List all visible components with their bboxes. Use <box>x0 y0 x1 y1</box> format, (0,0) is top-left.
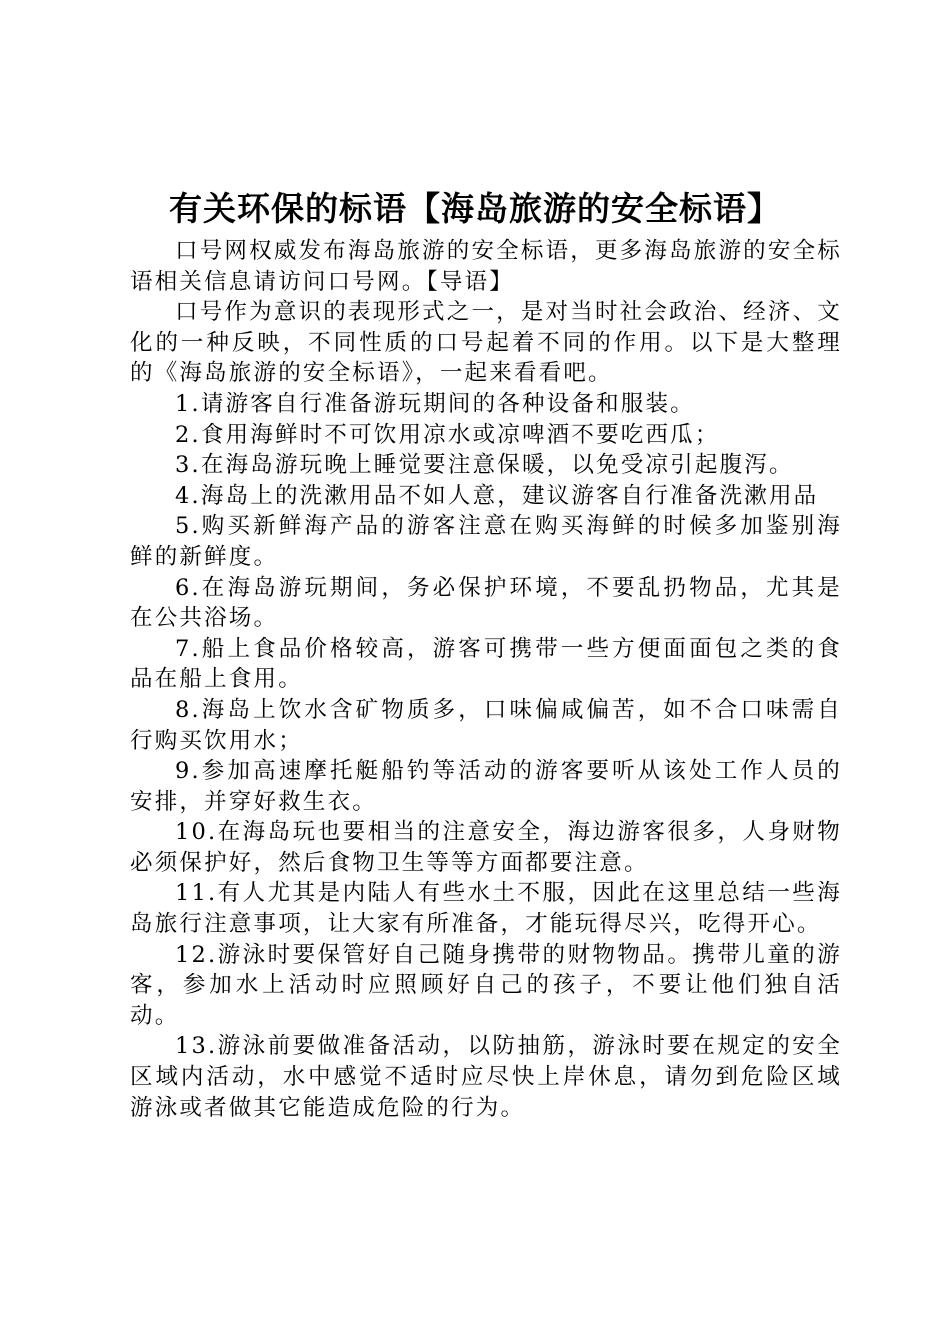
slogan-item-9: 9.参加高速摩托艇船钓等活动的游客要听从该处工作人员的安排，并穿好救生衣。 <box>130 758 842 815</box>
slogan-item-12: 12.游泳时要保管好自己随身携带的财物物品。携带儿童的游客，参加水上活动时应照顾好自己的孩子，不要让他们独自活动。 <box>130 941 842 1029</box>
slogan-item-6: 6.在海岛游玩期间，务必保护环境，不要乱扔物品，尤其是在公共浴场。 <box>130 574 842 632</box>
slogan-item-13: 13.游泳前要做准备活动，以防抽筋，游泳时要在规定的安全区域内活动，水中感觉不适时应尽快上岸休息，请勿到危险区域游泳或者做其它能造成危险的行为。 <box>130 1033 842 1121</box>
slogan-item-2: 2.食用海鲜时不可饮用凉水或凉啤酒不要吃西瓜； <box>175 421 720 448</box>
slogan-item-8: 8.海岛上饮水含矿物质多，口味偏咸偏苦，如不合口味需自行购买饮用水； <box>130 696 842 754</box>
document-title: 有关环保的标语【海岛旅游的安全标语】 <box>169 189 781 228</box>
preface-paragraph: 口号作为意识的表现形式之一，是对当时社会政治、经济、文化的一种反映，不同性质的口号起着不同的作用。以下是大整理的《海岛旅游的安全标语》，一起来看看吧。 <box>130 299 842 387</box>
slogan-item-7: 7.船上食品价格较高，游客可携带一些方便面面包之类的食品在船上食用。 <box>130 635 842 693</box>
slogan-item-4: 4.海岛上的洗漱用品不如人意，建议游客自行准备洗漱用品 <box>175 482 819 509</box>
intro-paragraph: 口号网权威发布海岛旅游的安全标语，更多海岛旅游的安全标语相关信息请访问口号网。【导语】 <box>130 238 842 295</box>
document-body <box>130 236 842 1123</box>
slogan-item-10: 10.在海岛玩也要相当的注意安全，海边游客很多，人身财物必须保护好，然后食物卫生等等方面都要注意。 <box>130 819 842 876</box>
slogan-item-11: 11.有人尤其是内陆人有些水土不服，因此在这里总结一些海岛旅行注意事项，让大家有所准备，才能玩得尽兴，吃得开心。 <box>130 880 842 938</box>
slogan-item-5: 5.购买新鲜海产品的游客注意在购买海鲜的时候多加鉴别海鲜的新鲜度。 <box>130 513 842 570</box>
slogan-item-3: 3.在海岛游玩晚上睡觉要注意保暖，以免受凉引起腹泻。 <box>175 452 794 479</box>
slogan-item-1: 1.请游客自行准备游玩期间的各种设备和服装。 <box>175 390 695 417</box>
